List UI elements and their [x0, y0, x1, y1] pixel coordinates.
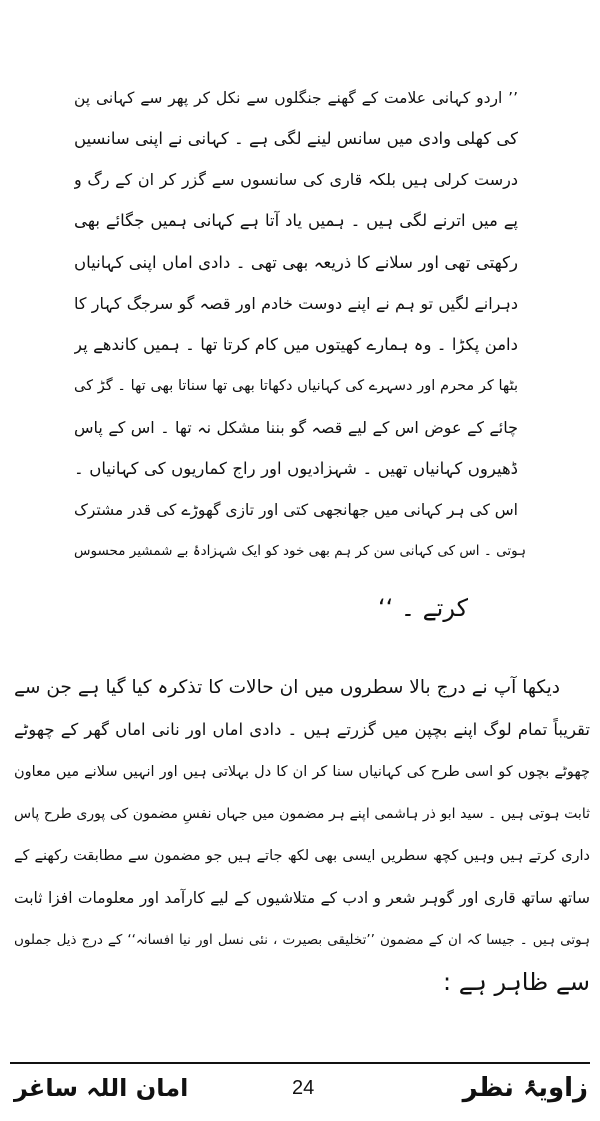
body-line: ثابت ہوتی ہیں ۔ سید ابو ذر ہاشمی اپنے ہر مضمون میں جہاں نفسِ مضمون کی پوری طرح پاس	[14, 806, 590, 822]
quote-line: درست کرلی ہیں بلکہ قاری کی سانسوں سے گزر کر ان کے رگ و	[74, 170, 518, 189]
body-line: داری کرتے ہیں وہیں کچھ سطریں ایسی بھی لکھ جاتے ہیں جو مضمون سے مطابقت رکھنے کے	[14, 848, 590, 864]
quote-line: دہرانے لگیں تو ہم نے اپنے دوست خادم اور قصہ گو سرجگ کہار کا	[74, 294, 518, 313]
quote-line: بٹھا کر محرم اور دسہرے کی کہانیاں دکھاتا بھی تھا سناتا بھی تھا ۔ گڑ کی	[74, 378, 518, 394]
page-footer	[0, 1066, 600, 1110]
quote-line: رکھتی تھی اور سلانے کا ذریعہ بھی تھی ۔ دادی اماں اپنی کہانیاں	[74, 253, 518, 272]
body-line: سے ظاہر ہے :	[443, 968, 590, 996]
author-name: امان اللہ ساغر	[14, 1074, 189, 1102]
body-line: دیکھا آپ نے درج بالا سطروں میں ان حالات کا تذکرہ کیا گیا ہے جن سے	[14, 677, 560, 698]
quote-line: کی کھلی وادی میں سانس لینے لگی ہے ۔ کہانی نے اپنی سانسیں	[74, 129, 518, 148]
quote-line: دامن پکڑا ۔ وہ ہمارے کھیتوں میں کام کرتا تھا ۔ ہمیں کاندھے پر	[74, 335, 518, 354]
quote-line: ہوتی ۔ اس کی کہانی سن کر ہم بھی خود کو ایک شہزادۂ بے شمشیر محسوس	[74, 543, 526, 559]
quote-line: کرتے ۔ ‘‘	[378, 594, 468, 622]
book-title: زاویۂ نظر	[462, 1073, 588, 1103]
body-line: ساتھ ساتھ قاری اور گوہر شعر و ادب کے متلاشیوں کے لیے کارآمد اور معلومات افزا ثابت	[14, 889, 590, 907]
footer-divider	[10, 1062, 590, 1064]
quote-line: ڈھیروں کہانیاں تھیں ۔ شہزادیوں اور راج کماریوں کی کہانیاں ۔	[74, 459, 518, 478]
quote-line: چائے کے عوض اس کے لیے قصہ گو بننا مشکل نہ تھا ۔ اس کے پاس	[74, 418, 518, 437]
quote-line: پے میں اترنے لگی ہیں ۔ ہمیں یاد آتا ہے کہانی ہمیں جگائے بھی	[74, 211, 518, 230]
quote-line: ’’ اردو کہانی علامت کے گھنے جنگلوں سے نکل کر پھر سے کہانی پن	[74, 89, 518, 107]
quote-line: اس کی ہر کہانی میں جھانجھی کتی اور تازی گھوڑے کی قدر مشترک	[74, 501, 518, 519]
body-line: تقریباً تمام لوگ اپنے بچپن میں گزرتے ہیں ۔ دادی اماں اور نانی اماں گھر کے چھوٹے	[14, 720, 590, 739]
page-number: 24	[292, 1077, 315, 1099]
body-line: چھوٹے بچوں کو اسی طرح کی کہانیاں سنا کر ان کا دل بہلاتی ہیں اور انہیں سلانے میں معاون	[14, 764, 590, 780]
body-line: ہوتی ہیں ۔ جیسا کہ ان کے مضمون ’’تخلیقی بصیرت ، نئی نسل اور نیا افسانہ‘‘ کے درج ذیل جملوں	[14, 932, 590, 948]
